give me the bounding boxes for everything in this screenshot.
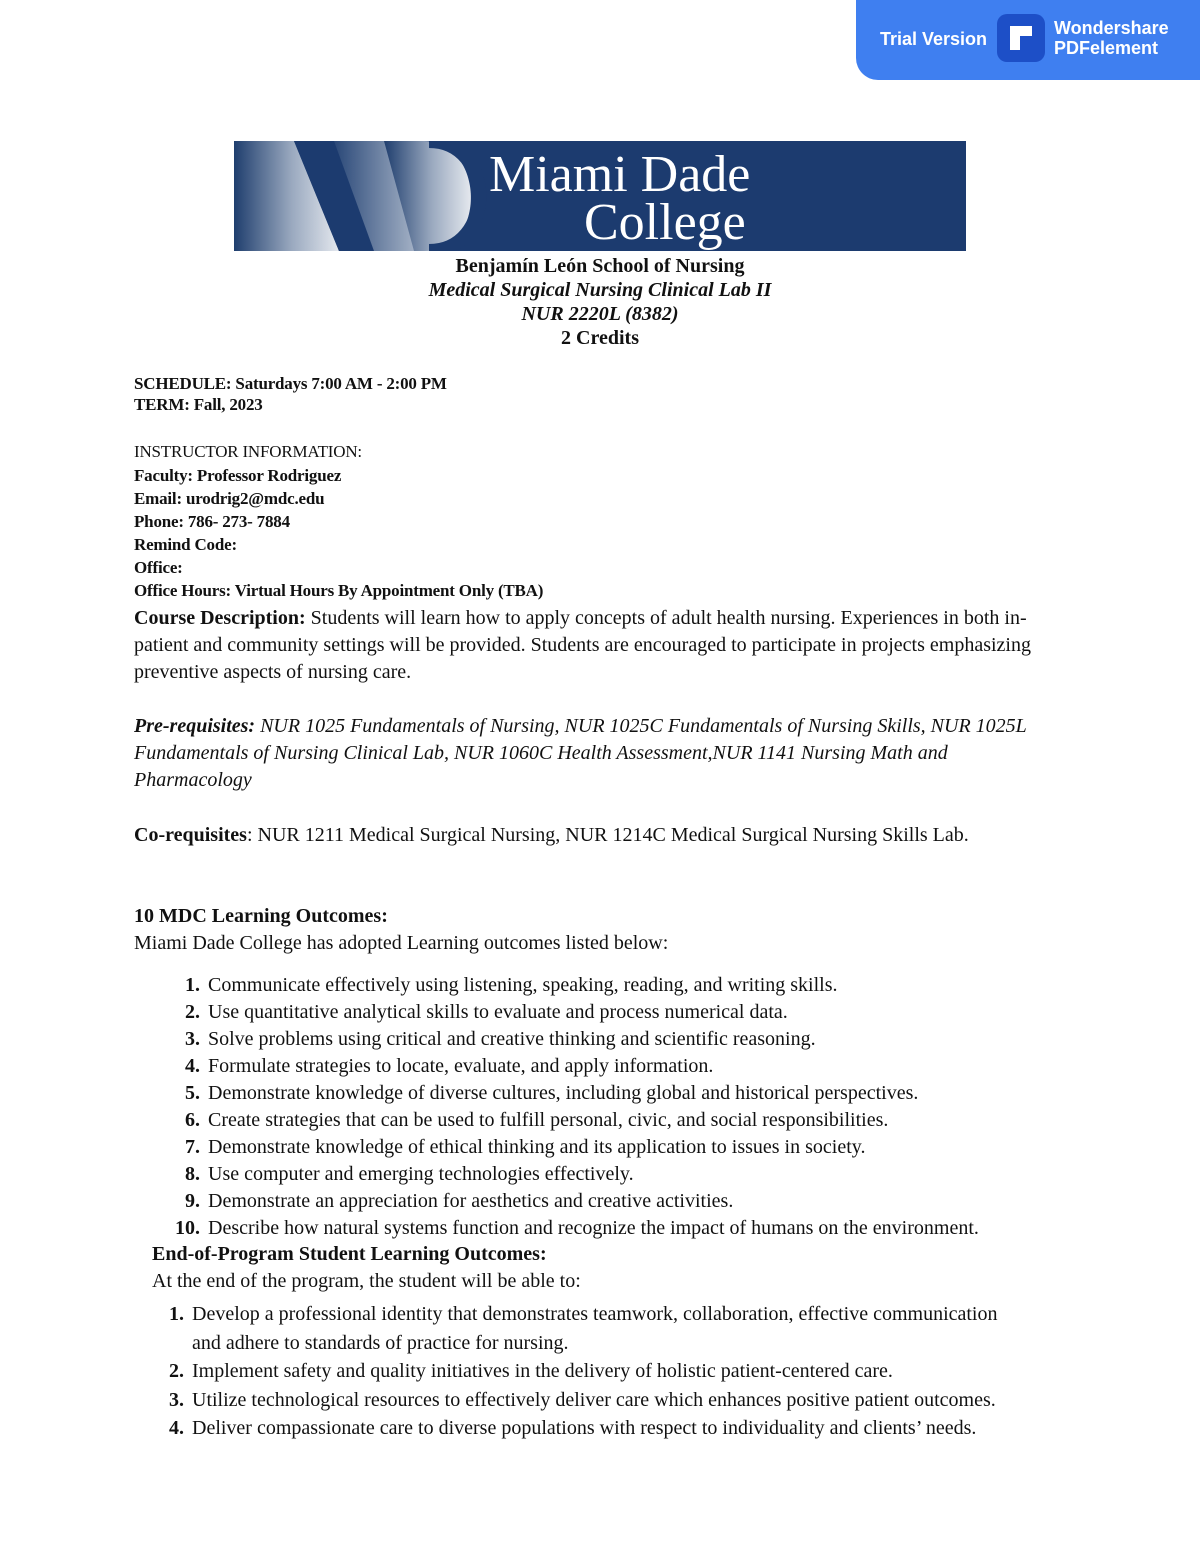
mdc-outcomes-heading: 10 MDC Learning Outcomes: xyxy=(134,905,388,927)
list-item-text: Utilize technological resources to effectively deliver care which enhances positive patient outcomes. xyxy=(192,1388,996,1411)
course-code: NUR 2220L (8382) xyxy=(521,303,679,325)
list-item-text: Create strategies that can be used to fulfill personal, civic, and social responsibilities. xyxy=(208,1109,889,1131)
list-item-text: Describe how natural systems function and recognize the impact of humans on the environment. xyxy=(208,1217,979,1239)
list-item-text: Solve problems using critical and creative thinking and scientific reasoning. xyxy=(208,1028,816,1050)
list-item-number: 6. xyxy=(185,1109,200,1131)
list-item-text: Communicate effectively using listening, speaking, reading, and writing skills. xyxy=(208,974,838,996)
list-item-number: 4. xyxy=(169,1417,184,1439)
list-item-number: 3. xyxy=(169,1388,184,1411)
list-item-text: Develop a professional identity that demonstrates teamwork, collaboration, effective communication and adhere to standards of practice for nursing. xyxy=(192,1303,998,1354)
course-description-text: Students will learn how to apply concepts of adult health nursing. Experiences in both in-patient and community settings will be provided. Students are encouraged to participate in projects emphasizing preventive aspects of nursing care. xyxy=(134,607,1031,683)
list-item-text: Demonstrate an appreciation for aesthetics and creative activities. xyxy=(208,1190,734,1212)
school-name: Benjamín León School of Nursing xyxy=(455,255,745,277)
instructor-heading: INSTRUCTOR INFORMATION: xyxy=(134,442,362,461)
list-item-number: 7. xyxy=(185,1136,200,1158)
program-outcomes-intro: At the end of the program, the student will be able to: xyxy=(152,1270,581,1292)
prerequisites-text: NUR 1025 Fundamentals of Nursing, NUR 1025C Fundamentals of Nursing Skills, NUR 1025L Fundamentals of Nursing Clinical Lab, NUR 1060C Health Assessment,NUR 1141 Nursing Math and Pharmacology xyxy=(134,715,1027,791)
instructor-remind-code: Remind Code: xyxy=(134,535,237,554)
trial-version-badge[interactable] xyxy=(856,0,1200,80)
instructor-office-hours: Office Hours: Virtual Hours By Appointment Only (TBA) xyxy=(134,581,544,600)
list-item-number: 4. xyxy=(185,1055,200,1077)
list-item-number: 10. xyxy=(175,1217,200,1239)
list-item-text: Implement safety and quality initiatives in the delivery of holistic patient-centered care. xyxy=(192,1360,893,1382)
list-item xyxy=(134,999,1134,1026)
program-outcomes-list xyxy=(118,1300,998,1443)
list-item-number: 9. xyxy=(185,1190,200,1212)
list-item-text: Demonstrate knowledge of diverse cultures, including global and historical perspectives. xyxy=(208,1082,919,1104)
list-item xyxy=(134,972,1134,999)
corequisites xyxy=(134,822,1034,849)
brand-line-1: Wondershare xyxy=(1054,18,1169,38)
list-item-text: Use computer and emerging technologies effectively. xyxy=(208,1163,634,1185)
instructor-email: Email: urodrig2@mdc.edu xyxy=(134,489,325,508)
banner-line-1: Miami Dade xyxy=(489,146,751,203)
list-item xyxy=(134,1215,1134,1242)
list-item-number: 1. xyxy=(185,974,200,996)
list-item-text: Deliver compassionate care to diverse populations with respect to individuality and clients’ needs. xyxy=(192,1417,977,1439)
brand-line-2: PDFelement xyxy=(1054,38,1159,58)
instructor-phone: Phone: 786- 273- 7884 xyxy=(134,512,290,531)
course-description xyxy=(134,605,1064,686)
list-item-text: Demonstrate knowledge of ethical thinking and its application to issues in society. xyxy=(208,1136,866,1158)
list-item-number: 1. xyxy=(169,1303,184,1325)
list-item xyxy=(134,1053,1134,1080)
brand-name xyxy=(1054,18,1169,58)
prerequisites xyxy=(134,713,1054,794)
list-item xyxy=(134,1188,1134,1215)
course-credits: 2 Credits xyxy=(561,327,639,349)
college-banner-logo xyxy=(234,141,966,251)
list-item-number: 5. xyxy=(185,1082,200,1104)
list-item-text: Use quantitative analytical skills to evaluate and process numerical data. xyxy=(208,1001,788,1023)
list-item xyxy=(118,1386,998,1415)
pdfelement-logo-icon xyxy=(997,14,1045,62)
list-item-text: Formulate strategies to locate, evaluate, and apply information. xyxy=(208,1055,714,1077)
course-title: Medical Surgical Nursing Clinical Lab II xyxy=(428,279,772,301)
corequisites-text: : NUR 1211 Medical Surgical Nursing, NUR 1214C Medical Surgical Nursing Skills Lab. xyxy=(246,824,969,846)
list-item xyxy=(134,1026,1134,1053)
course-description-label: Course Description: xyxy=(134,607,306,629)
list-item xyxy=(118,1300,998,1357)
term-line: TERM: Fall, 2023 xyxy=(134,395,263,414)
prerequisites-label: Pre-requisites: xyxy=(134,715,256,737)
instructor-office: Office: xyxy=(134,558,183,577)
program-outcomes-heading: End-of-Program Student Learning Outcomes: xyxy=(152,1243,547,1265)
schedule-line: SCHEDULE: Saturdays 7:00 AM - 2:00 PM xyxy=(134,374,447,393)
trial-version-label: Trial Version xyxy=(880,29,988,49)
mdc-outcomes-intro: Miami Dade College has adopted Learning outcomes listed below: xyxy=(134,932,669,954)
banner-line-2: College xyxy=(584,194,746,251)
list-item-number: 8. xyxy=(185,1163,200,1185)
list-item xyxy=(118,1357,998,1386)
list-item-number: 2. xyxy=(185,1001,200,1023)
list-item xyxy=(134,1080,1134,1107)
instructor-faculty: Faculty: Professor Rodriguez xyxy=(134,466,342,485)
mdc-outcomes-list xyxy=(134,972,1134,1242)
list-item xyxy=(134,1107,1134,1134)
list-item xyxy=(134,1134,1134,1161)
list-item xyxy=(134,1161,1134,1188)
list-item-number: 3. xyxy=(185,1028,200,1050)
corequisites-label: Co-requisites xyxy=(134,824,247,846)
list-item-number: 2. xyxy=(169,1360,184,1382)
list-item xyxy=(118,1414,998,1443)
